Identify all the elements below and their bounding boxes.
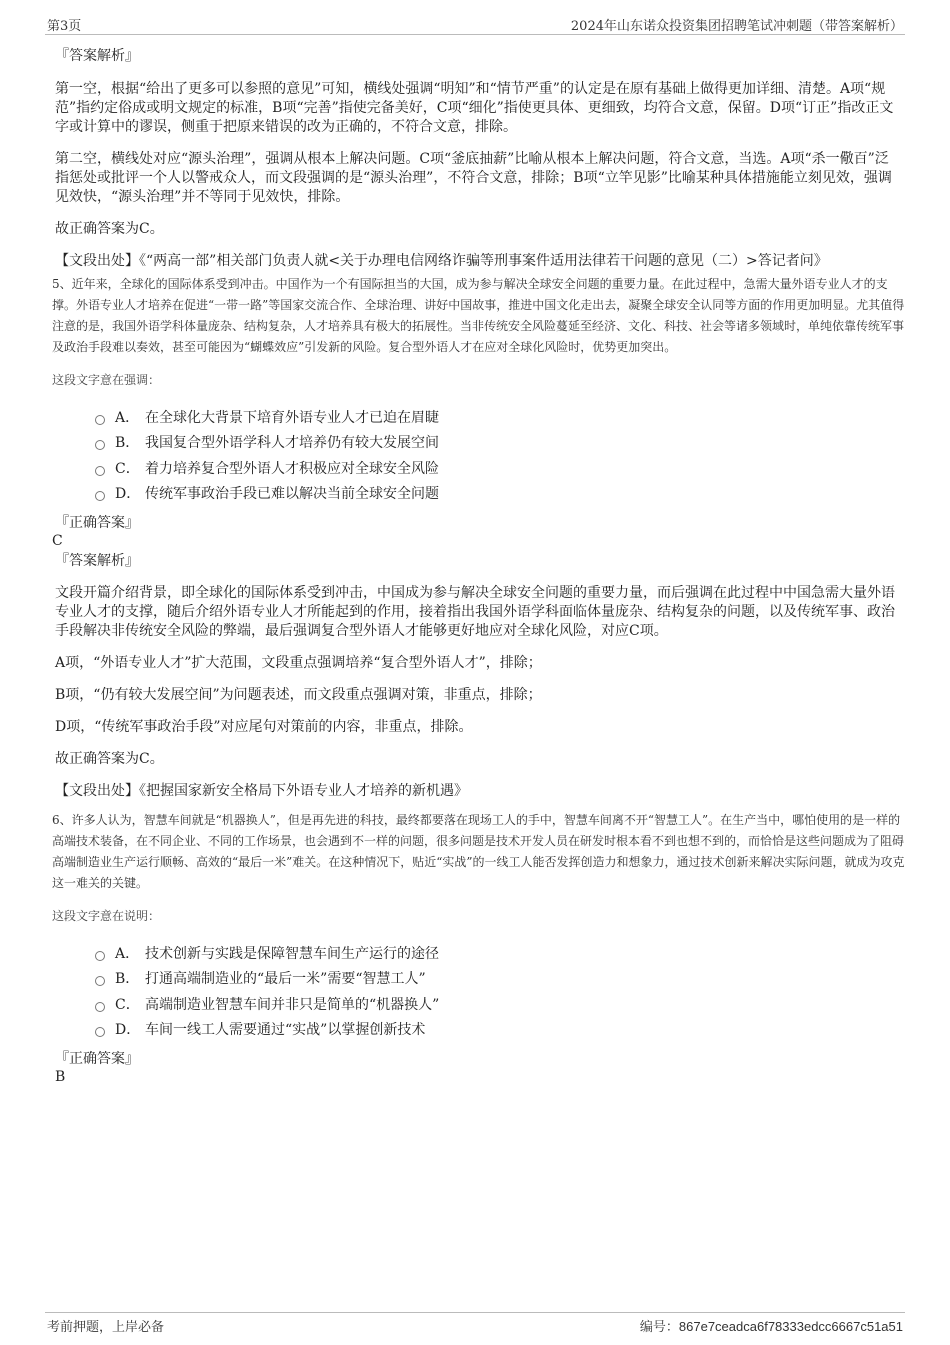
option-d[interactable]: D． 传统军事政治手段已难以解决当前全球安全问题 xyxy=(95,481,895,507)
question-6-text: 6、许多人认为，智慧车间就是“机器换人”，但是再先进的科技，最终都要落在现场工人的手中，智慧车间离不开“智慧工人”。在生产当中，哪怕使用的是一样的高端技术装备，在不同企业、不同的工作场景，也会遇到不一样的问题，很多问题是技术开发人员在研发时根本看不到也想不到的，而恰恰是这些问题成为了阻碍高端制造业生产运行顺畅、高效的“最后一米”难关。在这种情况下，贴近“实战”的一线工人能否发挥创造力和想象力，通过技术创新来解决实际问题，就成为攻克这一难关的关键。 xyxy=(52,813,905,890)
analysis-label: 『答案解析』 xyxy=(55,48,139,64)
analysis-paragraph: 第一空，根据“给出了更多可以参照的意见”可知，横线处强调“明知”和“情节严重”的认定是在原有基础上做得更加详细、清楚。A项“规范”指约定俗成或明文规定的标准，B项“完善”指使完备美好，C项“细化”指使更具体、更细致，均符合文意，保留。D项“订正”指改正文字或计算中的谬误，侧重于把原来错误的改为正确的，不符合文意，排除。 xyxy=(55,81,894,135)
analysis-conclusion: 故正确答案为C。 xyxy=(55,751,164,767)
option-c[interactable]: C． 高端制造业智慧车间并非只是简单的“机器换人” xyxy=(95,991,895,1017)
option-b[interactable]: B． 打通高端制造业的“最后一米”需要“智慧工人” xyxy=(95,966,895,992)
page-header xyxy=(45,12,905,35)
option-c[interactable]: C． 着力培养复合型外语人才积极应对全球安全风险 xyxy=(95,455,895,481)
radio-button[interactable] xyxy=(95,440,105,450)
radio-button[interactable] xyxy=(95,1002,105,1012)
correct-answer-label: 『正确答案』 xyxy=(55,515,139,531)
document-body xyxy=(52,45,905,1086)
question-6-prompt: 这段文字意在说明： xyxy=(52,909,161,923)
radio-button[interactable] xyxy=(95,466,105,476)
document-title: 2024年山东诺众投资集团招聘笔试冲刺题（带答案解析） xyxy=(570,19,903,34)
option-d[interactable]: D． 车间一线工人需要通过“实战”以掌握创新技术 xyxy=(95,1017,895,1043)
analysis-label: 『答案解析』 xyxy=(55,553,139,569)
question-5-text: 5、近年来，全球化的国际体系受到冲击。中国作为一个有国际担当的大国，成为参与解决全球安全问题的重要力量。在此过程中，急需大量外语专业人才的支撑。外语专业人才培养在促进“一带一路”等国家交流合作、全球治理、讲好中国故事，推进中国文化走出去，凝聚全球安全认同等方面的作用更加明显。尤其值得注意的是，我国外语学科体量庞杂、结构复杂，人才培养具有极大的拓展性。当非传统安全风险蔓延至经济、文化、科技、社会等诸多领域时，单纯依靠传统军事及政治手段难以奏效，甚至可能因为“蝴蝶效应”引发新的风险。复合型外语人才在应对全球化风险时，优势更加突出。 xyxy=(52,277,905,354)
analysis-paragraph: A项，“外语专业人才”扩大范围，文段重点强调培养“复合型外语人才”，排除； xyxy=(55,655,542,671)
radio-button[interactable] xyxy=(95,976,105,986)
question-5-prompt: 这段文字意在强调： xyxy=(52,373,161,387)
correct-answer-label: 『正确答案』 xyxy=(55,1051,139,1067)
radio-button[interactable] xyxy=(95,1027,105,1037)
question-5-options xyxy=(95,404,895,506)
option-a[interactable]: A． 在全球化大背景下培育外语专业人才已迫在眉睫 xyxy=(95,404,895,430)
page-footer xyxy=(45,1312,905,1335)
option-b[interactable]: B． 我国复合型外语学科人才培养仍有较大发展空间 xyxy=(95,430,895,456)
analysis-paragraph: D项，“传统军事政治手段”对应尾句对策前的内容，非重点，排除。 xyxy=(55,719,473,735)
document-id: 编号：867e7ceadca6f78333edcc6667c51a51 xyxy=(639,1319,903,1334)
analysis-paragraph: B项，“仍有较大发展空间”为问题表述，而文段重点强调对策，非重点，排除； xyxy=(55,687,542,703)
footer-slogan: 考前押题，上岸必备 xyxy=(47,1320,165,1335)
question-6-options xyxy=(95,940,895,1042)
radio-button[interactable] xyxy=(95,491,105,501)
option-a[interactable]: A． 技术创新与实践是保障智慧车间生产运行的途径 xyxy=(95,940,895,966)
radio-button[interactable] xyxy=(95,951,105,961)
correct-answer: B xyxy=(55,1069,66,1085)
analysis-conclusion: 故正确答案为C。 xyxy=(55,221,164,237)
analysis-paragraph: 第二空，横线处对应“源头治理”，强调从根本上解决问题。C项“釜底抽薪”比喻从根本上解决问题，符合文意，当选。A项“杀一儆百”泛指惩处或批评一个人以警戒众人，而文段强调的是“源头治理”，不符合文意，排除；B项“立竿见影”比喻某种具体措施能立刻见效，强调见效快，“源头治理”并不等同于见效快，排除。 xyxy=(55,151,892,205)
correct-answer: C xyxy=(52,533,63,549)
analysis-paragraph: 文段开篇介绍背景，即全球化的国际体系受到冲击，中国成为参与解决全球安全问题的重要力量，而后强调在此过程中中国急需大量外语专业人才的支撑，随后介绍外语专业人才所能起到的作用，接着指出我国外语学科面临体量庞杂、结构复杂的问题，以及传统军事、政治手段解决非传统安全风险的弊端，最后强调复合型外语人才能够更好地应对全球化风险，对应C项。 xyxy=(55,585,895,639)
source-citation: 【文段出处】《“两高一部”相关部门负责人就<关于办理电信网络诈骗等刑事案件适用法律若干问题的意见（二）>答记者问》 xyxy=(55,253,828,269)
radio-button[interactable] xyxy=(95,415,105,425)
source-citation: 【文段出处】《把握国家新安全格局下外语专业人才培养的新机遇》 xyxy=(55,783,468,799)
page-number: 第3页 xyxy=(47,19,82,34)
